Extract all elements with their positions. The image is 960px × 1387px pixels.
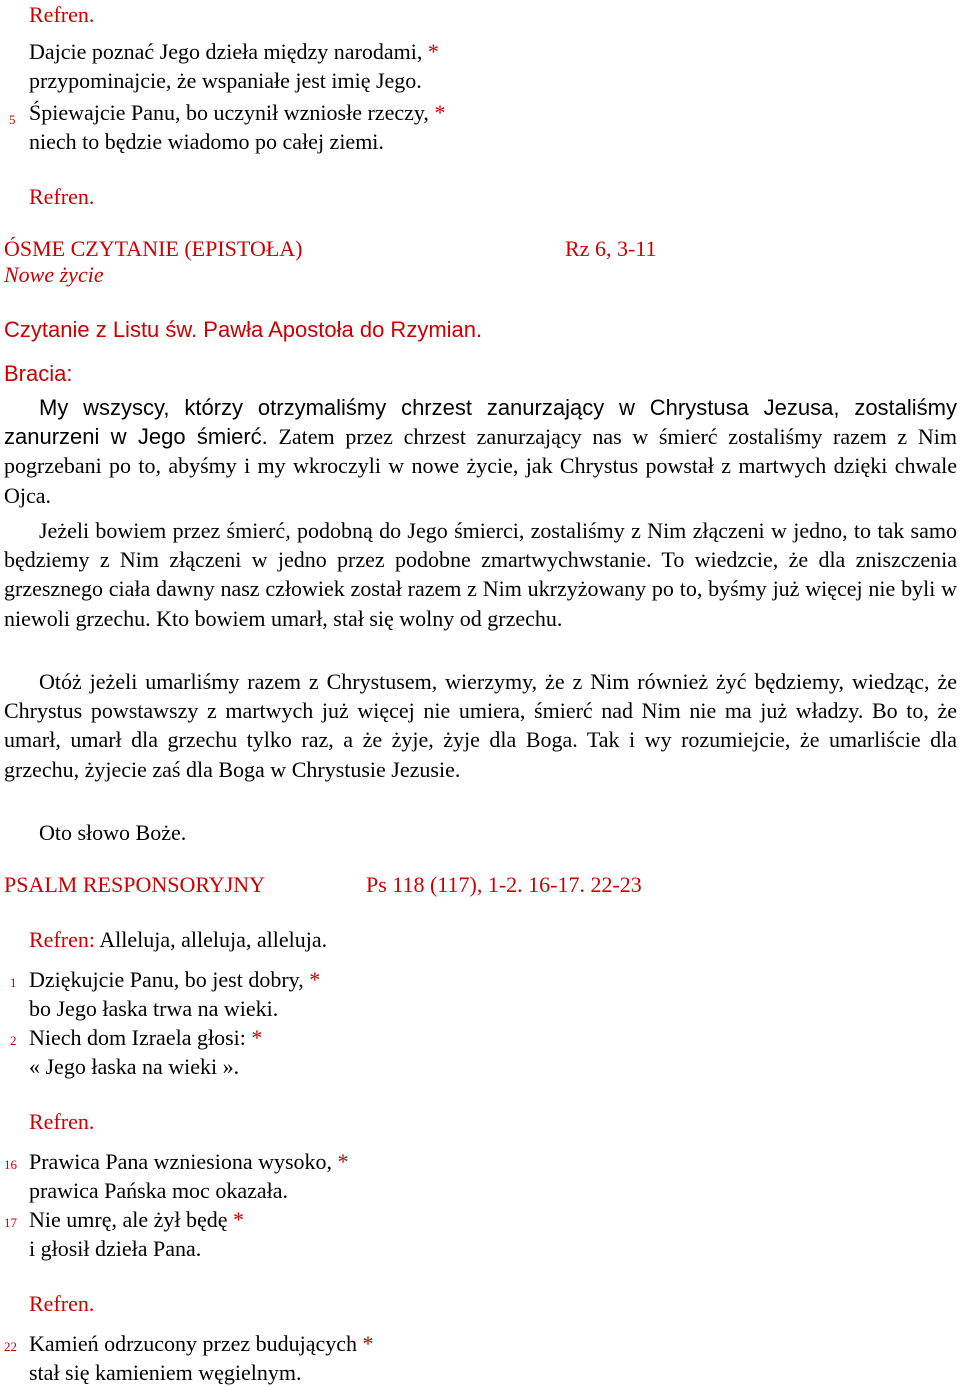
verse-line: bo Jego łaska trwa na wieki.: [29, 996, 279, 1021]
reading-paragraph: Otóż jeżeli umarliśmy razem z Chrystusem, wierzymy, że z Nim również żyć będziemy, wiedząc, że Chrystus powstawszy z martwych już więcej nie umiera, śmierć nad Nim nie ma już władzy. Bo to, że umarł, umarł dla grzechu tylko raz, a że żyje, żyje dla Boga. Tak i wy rozumiejcie, że umarliście dla grzechu, żyjecie zaś dla Boga w Chrystusie Jezusie.: [4, 669, 957, 782]
verse-number: 22: [4, 1339, 17, 1354]
reading-greeting: Bracia:: [4, 361, 73, 386]
reading-intro: Czytanie z Listu św. Pawła Apostoła do Rzymian.: [4, 317, 483, 342]
reading-paragraph: My wszyscy, którzy otrzymaliśmy chrzest zanurzający w Chrystusa Jezusa, zostaliśmy zanurzeni w Jego śmierć. Zatem przez chrzest zanurzający nas w śmierć zostaliśmy razem z Nim pogrzebani po to, abyśmy i my wkroczyli w nowe życie, jak Chrystus powstał z martwych dzięki chwale Ojca.: [4, 395, 957, 508]
psalm-heading: PSALM RESPONSORYJNY: [4, 872, 266, 897]
verse-number: 2: [10, 1033, 17, 1048]
refren-label: Refren.: [29, 2, 95, 27]
refren-label: Refren.: [29, 1291, 95, 1316]
verse-line: i głosił dzieła Pana.: [29, 1236, 202, 1261]
verse-line: Prawica Pana wzniesiona wysoko, *: [29, 1149, 349, 1174]
verse-line: przypominajcie, że wspaniałe jest imię Jego.: [29, 68, 422, 93]
reading-heading: ÓSME CZYTANIE (EPISTOŁA): [4, 236, 303, 261]
reading-paragraph: Jeżeli bowiem przez śmierć, podobną do Jego śmierci, zostaliśmy z Nim złączeni w jedno, to tak samo będziemy z Nim złączeni w jedno przez podobne zmartwychwstanie. To wiedzcie, że dla zniszczenia grzesznego ciała dawny nasz człowiek został razem z Nim ukrzyżowany po to, byśmy już więcej nie byli w niewoli grzechu. Kto bowiem umarł, stał się wolny od grzechu.: [4, 518, 957, 631]
refren-label: Refren.: [29, 1109, 95, 1134]
verse-line: prawica Pańska moc okazała.: [29, 1178, 288, 1203]
reading-reference: Rz 6, 3-11: [565, 236, 657, 261]
verse-line: niech to będzie wiadomo po całej ziemi.: [29, 129, 384, 154]
verse-line: Dziękujcie Panu, bo jest dobry, *: [29, 967, 321, 992]
refren-label: Refren.: [29, 184, 95, 209]
reading-closing: Oto słowo Boże.: [39, 820, 187, 845]
psalm-reference: Ps 118 (117), 1-2. 16-17. 22-23: [366, 872, 642, 897]
verse-line: « Jego łaska na wieki ».: [29, 1054, 240, 1079]
verse-line: Nie umrę, ale żył będę *: [29, 1207, 245, 1232]
verse-line: Kamień odrzucony przez budujących *: [29, 1331, 374, 1356]
verse-line: stał się kamieniem węgielnym.: [29, 1360, 302, 1385]
verse-number: 17: [4, 1215, 17, 1230]
reading-subtitle: Nowe życie: [4, 262, 104, 287]
verse-number: 16: [4, 1157, 17, 1172]
verse-number: 1: [10, 975, 17, 990]
verse-number: 5: [9, 112, 16, 127]
verse-line: Dajcie poznać Jego dzieła między narodami, *: [29, 39, 439, 64]
psalm-refrain: Refren: Alleluja, alleluja, alleluja.: [29, 927, 328, 952]
verse-line: Śpiewajcie Panu, bo uczynił wzniosłe rzeczy, *: [29, 100, 446, 125]
verse-line: Niech dom Izraela głosi: *: [29, 1025, 263, 1050]
